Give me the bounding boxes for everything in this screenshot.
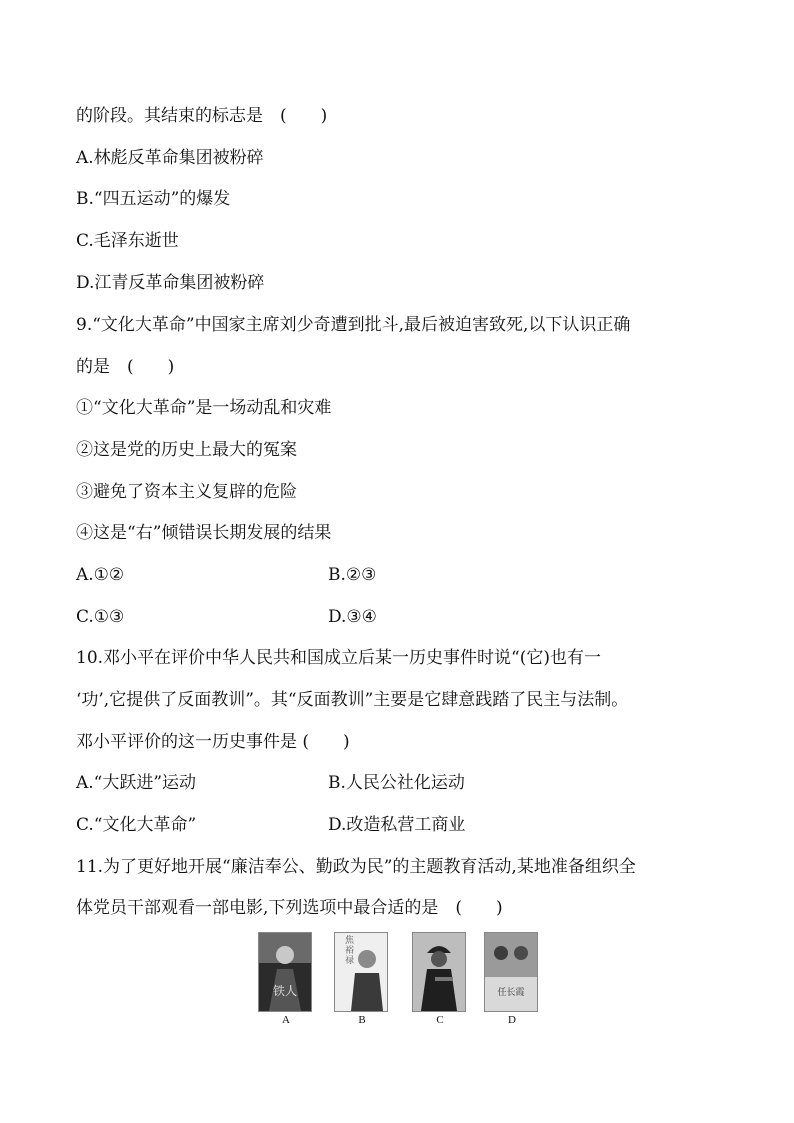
q10-option-c: C.“文化大革命” <box>76 815 197 835</box>
poster-b <box>334 932 388 1012</box>
q9-statement-1: ①“文化大革命”是一场动乱和灾难 <box>76 398 332 418</box>
q8-option-d: D.江青反革命集团被粉碎 <box>76 273 265 293</box>
q10-option-a: A.“大跃进”运动 <box>76 773 197 793</box>
poster-d <box>484 932 538 1012</box>
q9-option-b: B.②③ <box>328 565 377 585</box>
q9-option-c: C.①③ <box>76 607 125 627</box>
q10-stem-line3: 邓小平评价的这一历史事件是 ( ) <box>76 732 350 752</box>
poster-d-title: 任长霞 <box>497 988 525 998</box>
q8-option-b: B.“四五运动”的爆发 <box>76 189 231 209</box>
poster-b-title: 焦裕禄 <box>345 936 355 966</box>
q9-stem-line1: 9.“文化大革命”中国家主席刘少奇遭到批斗,最后被迫害致死,以下认识正确 <box>76 315 631 335</box>
poster-label-c: C <box>436 1014 444 1026</box>
movie-posters <box>258 932 538 1032</box>
q10-option-d: D.改造私营工商业 <box>328 815 466 835</box>
q8-option-a: A.林彪反革命集团被粉碎 <box>76 148 264 168</box>
poster-label-b: B <box>358 1014 366 1026</box>
q9-option-d: D.③④ <box>328 607 377 627</box>
q9-statement-3: ③避免了资本主义复辟的危险 <box>76 482 297 502</box>
q9-statement-4: ④这是“右”倾错误长期发展的结果 <box>76 523 332 543</box>
poster-a <box>258 932 312 1012</box>
q8-option-c: C.毛泽东逝世 <box>76 231 179 251</box>
poster-label-d: D <box>508 1014 516 1026</box>
q11-stem-line2: 体党员干部观看一部电影,下列选项中最合适的是 ( ) <box>76 898 503 918</box>
q8-tail: 的阶段。其结束的标志是 ( ) <box>76 106 328 126</box>
q9-option-a: A.①② <box>76 565 125 585</box>
poster-a-title: 铁人 <box>272 984 298 998</box>
q9-stem-line2: 的是 ( ) <box>76 357 175 377</box>
q10-option-b: B.人民公社化运动 <box>328 773 465 793</box>
poster-label-a: A <box>282 1014 290 1026</box>
q10-stem-line2: ‘功’,它提供了反面教训”。其“反面教训”主要是它肆意践踏了民主与法制。 <box>76 690 629 710</box>
q10-stem-line1: 10.邓小平在评价中华人民共和国成立后某一历史事件时说“(它)也有一 <box>76 648 601 668</box>
q11-stem-line1: 11.为了更好地开展“廉洁奉公、勤政为民”的主题教育活动,某地准备组织全 <box>76 857 636 877</box>
q9-statement-2: ②这是党的历史上最大的冤案 <box>76 440 297 460</box>
poster-c <box>412 932 466 1012</box>
